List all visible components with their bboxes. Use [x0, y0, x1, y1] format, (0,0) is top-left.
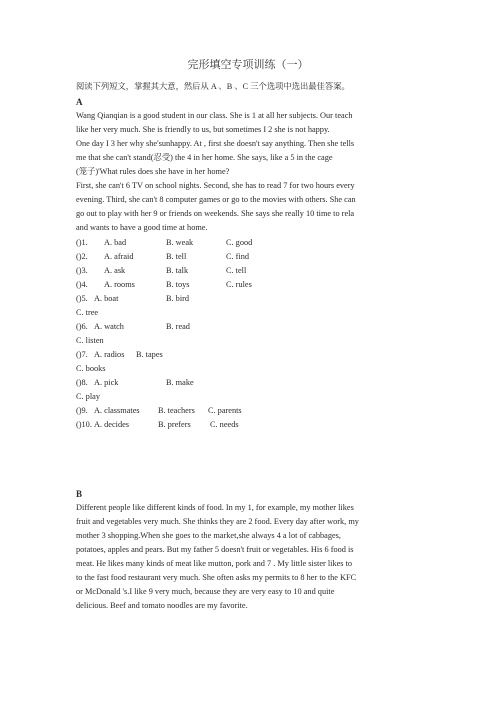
question-number: ()10.	[76, 420, 92, 429]
instruction-text: 阅读下列短文，掌握其大意，然后从 A 、B 、C 三个选项中选出最佳答案。	[76, 82, 350, 91]
option-a: A. boat	[94, 294, 119, 303]
question-number: ()2.	[76, 252, 88, 261]
option-a: A. classmates	[94, 406, 140, 415]
option-c: C. find	[226, 252, 250, 261]
question-number: ()8.	[76, 378, 88, 387]
passage-b-line: delicious. Beef and tomato noodles are my favorite.	[76, 601, 248, 610]
page-title: 完形填空专项训练（一）	[187, 59, 309, 71]
passage-b-line: or McDonald 's.I like 9 very much, because they are very easy to 10 and quite	[76, 587, 335, 596]
option-b: B. tapes	[136, 350, 163, 359]
question-number: ()7.	[76, 350, 88, 359]
option-a: A. radios	[94, 350, 125, 359]
passage-a-line: Wang Qianqian is a good student in our class. She is 1 at all her subjects. Our teach	[76, 111, 353, 120]
option-a: A. bad	[104, 238, 127, 247]
passage-a-line: One day I 3 her why she'sunhappy. At , first she doesn't say anything. Then she tells	[76, 139, 355, 148]
option-b: B. tell	[166, 252, 187, 261]
passage-a-label: A	[76, 97, 83, 107]
option-a: A. ask	[104, 266, 126, 275]
option-b: B. read	[166, 322, 190, 331]
passage-b-line: fruit and vegetables very much. She thinks they are 2 food. Every day after work, my	[76, 517, 359, 526]
question-number: ()5.	[76, 294, 88, 303]
option-c: C. good	[226, 238, 253, 247]
option-c: C. parents	[208, 406, 242, 415]
passage-b-line: potatoes, apples and pears. But my father 5 doesn't fruit or vegetables. His 6 food is	[76, 545, 354, 554]
question-number: ()9.	[76, 406, 88, 415]
option-b: B. weak	[166, 238, 194, 247]
option-c: C. listen	[76, 336, 104, 345]
option-b: B. prefers	[158, 420, 191, 429]
option-b: B. toys	[166, 280, 190, 289]
option-a: A. watch	[94, 322, 124, 331]
option-c: C. books	[76, 364, 106, 373]
passage-a-line: go out to play with her 9 or friends on weekends. She says she really 10 time to rela	[76, 209, 355, 218]
question-number: ()4.	[76, 280, 88, 289]
option-b: B. teachers	[158, 406, 195, 415]
option-a: A. decides	[94, 420, 130, 429]
passage-b-line: mother 3 shopping.When she goes to the market,she always 4 a lot of cabbages,	[76, 531, 341, 540]
passage-b-line: Different people like different kinds of food. In my 1, for example, my mother likes	[76, 503, 354, 512]
option-c: C. tell	[226, 266, 247, 275]
question-number: ()1.	[76, 238, 88, 247]
option-c: C. tree	[76, 308, 99, 317]
passage-a-line: and wants to have a good time at home.	[76, 223, 208, 232]
passage-a-line: like her very much. She is friendly to us, but sometimes I 2 she is not happy.	[76, 125, 330, 134]
option-c: C. needs	[210, 420, 239, 429]
option-b: B. bird	[166, 294, 190, 303]
question-number: ()6.	[76, 322, 88, 331]
option-c: C. play	[76, 392, 100, 401]
passage-a-line: evening. Third, she can't 8 computer games or go to the movies with others. She can	[76, 195, 356, 204]
option-b: B. talk	[166, 266, 189, 275]
passage-a-line: me that she can't stand(忍受) the 4 in her home. She says, like a 5 in the cage	[76, 153, 333, 162]
option-a: A. pick	[94, 378, 119, 387]
passage-b-label: B	[76, 489, 83, 499]
passage-a-line: First, she can't 6 TV on school nights. Second, she has to read 7 for two hours every	[76, 181, 355, 190]
option-a: A. afraid	[104, 252, 134, 261]
option-c: C. rules	[226, 280, 252, 289]
passage-a-line: (笼子)'What rules does she have in her home?	[76, 167, 230, 176]
passage-b-line: to the fast food restaurant very much. She often asks my permits to 8 her to the KFC	[76, 573, 357, 582]
option-b: B. make	[166, 378, 194, 387]
question-number: ()3.	[76, 266, 88, 275]
passage-b-line: meat. He likes many kinds of meat like mutton, pork and 7 . My little sister likes to	[76, 559, 353, 568]
option-a: A. rooms	[104, 280, 135, 289]
